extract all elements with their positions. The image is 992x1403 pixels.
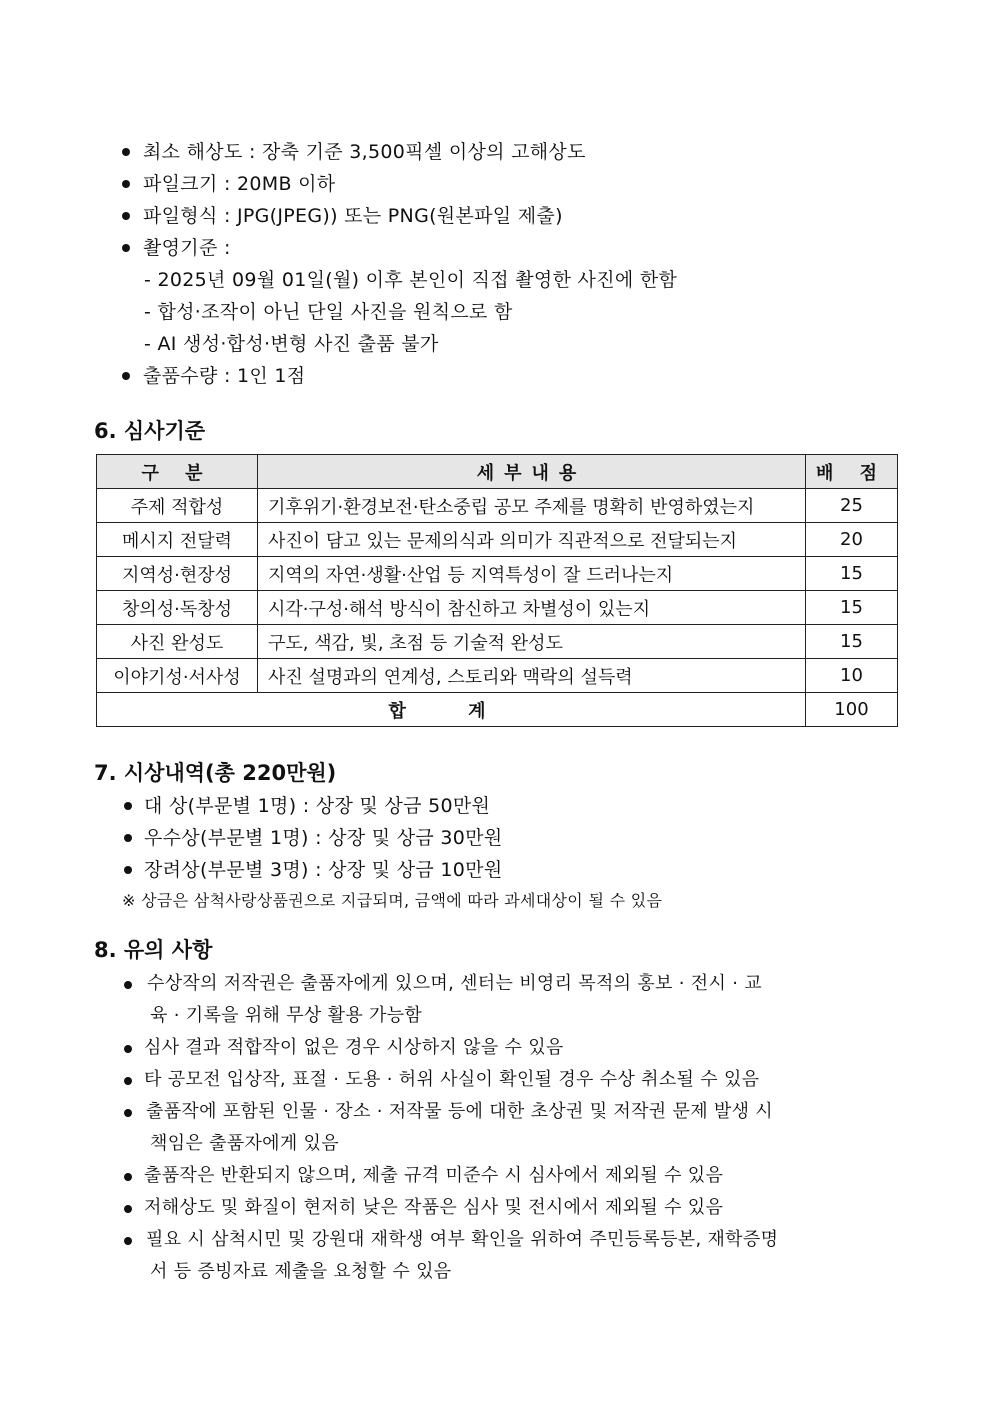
bullet-dot-icon bbox=[124, 834, 132, 842]
row-score: 25 bbox=[805, 489, 897, 523]
bullet-dot-icon bbox=[124, 1109, 132, 1117]
table-row bbox=[97, 625, 898, 659]
row-score: 20 bbox=[805, 523, 897, 557]
bullet-dot-icon bbox=[122, 244, 130, 252]
row-score: 10 bbox=[805, 659, 897, 693]
spec-sub-item: - 합성·조작이 아닌 단일 사진을 원칙으로 함 bbox=[144, 301, 513, 323]
row-score: 15 bbox=[805, 591, 897, 625]
bullet-dot-icon bbox=[122, 180, 130, 188]
table-row bbox=[97, 557, 898, 591]
section-7-title: 7. 시상내역(총 220만원) bbox=[94, 761, 337, 785]
notice-item: 저해상도 및 화질이 현저히 낮은 작품은 심사 및 전시에서 제외될 수 있음 bbox=[144, 1197, 724, 1218]
spec-sub-item: - AI 생성·합성·변형 사진 출품 불가 bbox=[144, 333, 439, 355]
notice-item-continued: 서 등 증빙자료 제출을 요청할 수 있음 bbox=[150, 1261, 452, 1282]
bullet-dot-icon bbox=[124, 981, 132, 989]
row-detail: 지역의 자연·생활·산업 등 지역특성이 잘 드러나는지 bbox=[258, 557, 806, 591]
bullet-dot-icon bbox=[124, 866, 132, 874]
row-detail: 구도, 색감, 빛, 초점 등 기술적 완성도 bbox=[258, 625, 806, 659]
bullet-dot-icon bbox=[122, 212, 130, 220]
notice-item: 출품작에 포함된 인물 · 장소 · 저작물 등에 대한 초상권 및 저작권 문제 발생 시 bbox=[146, 1101, 773, 1122]
bullet-dot-icon bbox=[122, 148, 130, 156]
bullet-dot-icon bbox=[124, 1077, 132, 1085]
table-row bbox=[97, 659, 898, 693]
award-item: 대 상(부문별 1명) : 상장 및 상금 50만원 bbox=[144, 795, 491, 817]
spec-item: 파일크기 : 20MB 이하 bbox=[143, 173, 336, 195]
bullet-dot-icon bbox=[124, 1205, 132, 1213]
notice-item-continued: 육 · 기록을 위해 무상 활용 가능함 bbox=[150, 1005, 423, 1026]
header-detail: 세부내용 bbox=[258, 455, 806, 489]
notice-item: 타 공모전 입상작, 표절 · 도용 · 허위 사실이 확인될 경우 수상 취소될 수 있음 bbox=[144, 1069, 760, 1090]
total-value: 100 bbox=[805, 693, 897, 727]
row-category: 지역성·현장성 bbox=[97, 557, 258, 591]
row-category: 주제 적합성 bbox=[97, 489, 258, 523]
bullet-dot-icon bbox=[124, 1045, 132, 1053]
spec-item: 최소 해상도 : 장축 기준 3,500픽셀 이상의 고해상도 bbox=[143, 141, 586, 163]
header-score: 배 점 bbox=[805, 455, 897, 489]
table-header-row bbox=[97, 455, 898, 489]
row-category: 메시지 전달력 bbox=[97, 523, 258, 557]
spec-sub-item: - 2025년 09월 01일(월) 이후 본인이 직접 촬영한 사진에 한함 bbox=[144, 269, 678, 291]
bullet-dot-icon bbox=[122, 372, 130, 380]
notice-item: 심사 결과 적합작이 없은 경우 시상하지 않을 수 있음 bbox=[144, 1037, 564, 1058]
award-item: 우수상(부문별 1명) : 상장 및 상금 30만원 bbox=[144, 827, 503, 849]
bullet-dot-icon bbox=[124, 1237, 132, 1245]
section-6-title: 6. 심사기준 bbox=[94, 419, 206, 443]
row-category: 사진 완성도 bbox=[97, 625, 258, 659]
row-detail: 사진이 담고 있는 문제의식과 의미가 직관적으로 전달되는지 bbox=[258, 523, 806, 557]
notice-item: 출품작은 반환되지 않으며, 제출 규격 미준수 시 심사에서 제외될 수 있음 bbox=[144, 1165, 724, 1186]
bullet-dot-icon bbox=[124, 802, 132, 810]
row-detail: 기후위기·환경보전·탄소중립 공모 주제를 명확히 반영하였는지 bbox=[258, 489, 806, 523]
section-8-title: 8. 유의 사항 bbox=[94, 938, 213, 962]
table-total-row bbox=[97, 693, 898, 727]
award-item: 장려상(부문별 3명) : 상장 및 상금 10만원 bbox=[144, 859, 503, 881]
table-row bbox=[97, 523, 898, 557]
row-detail: 사진 설명과의 연계성, 스토리와 맥락의 설득력 bbox=[258, 659, 806, 693]
row-score: 15 bbox=[805, 557, 897, 591]
notice-item: 수상작의 저작권은 출품자에게 있으며, 센터는 비영리 목적의 홍보 · 전시 · 교 bbox=[147, 973, 762, 994]
notice-item-continued: 책임은 출품자에게 있음 bbox=[150, 1133, 339, 1154]
spec-item: 촬영기준 : bbox=[143, 237, 231, 259]
header-category: 구 분 bbox=[97, 455, 258, 489]
spec-item: 출품수량 : 1인 1점 bbox=[143, 365, 306, 387]
spec-item: 파일형식 : JPG(JPEG)) 또는 PNG(원본파일 제출) bbox=[143, 205, 563, 227]
award-note: ※ 상금은 삼척사랑상품권으로 지급되며, 금액에 따라 과세대상이 될 수 있음 bbox=[122, 891, 663, 910]
total-label: 합 계 bbox=[97, 693, 806, 727]
row-score: 15 bbox=[805, 625, 897, 659]
row-detail: 시각·구성·해석 방식이 참신하고 차별성이 있는지 bbox=[258, 591, 806, 625]
row-category: 이야기성·서사성 bbox=[97, 659, 258, 693]
notice-item: 필요 시 삼척시민 및 강원대 재학생 여부 확인을 위하여 주민등록등본, 재학증명 bbox=[146, 1229, 779, 1250]
table-row bbox=[97, 489, 898, 523]
table-row bbox=[97, 591, 898, 625]
criteria-table bbox=[96, 454, 898, 727]
row-category: 창의성·독창성 bbox=[97, 591, 258, 625]
bullet-dot-icon bbox=[124, 1173, 132, 1181]
